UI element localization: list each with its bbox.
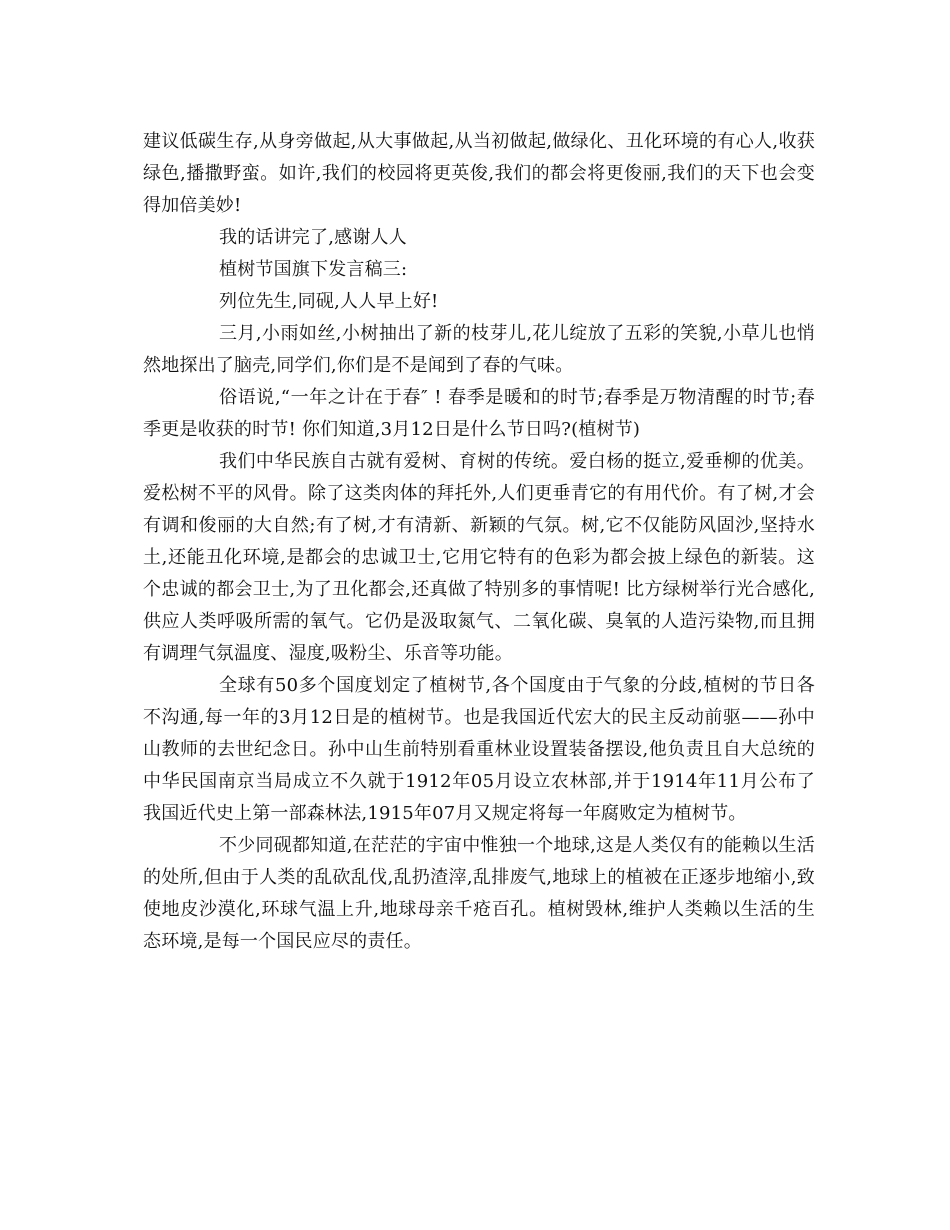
paragraph-5: 三月,小雨如丝,小树抽出了新的枝芽儿,花儿绽放了五彩的笑貌,小草儿也悄然地探出了脑壳,同学们,你们是不是闻到了春的气味。 [143,323,815,376]
paragraph-9: 不少同砚都知道,在茫茫的宇宙中惟独一个地球,这是人类仅有的能赖以生活的处所,但由于人类的乱砍乱伐,乱扔渣滓,乱排废气,地球上的植被在正逐步地缩小,致使地皮沙漠化,环球气温上升,地球母亲千疮百孔。植树毁林,维护人类赖以生活的生态环境,是每一个国民应尽的责任。 [143,835,815,952]
paragraph-7: 我们中华民族自古就有爱树、育树的传统。爱白杨的挺立,爱垂柳的优美。爱松树不平的风骨。除了这类肉体的拜托外,人们更垂青它的有用代价。有了树,才会有调和俊丽的大自然;有了树,才有清新、新颖的气氛。树,它不仅能防风固沙,坚持水土,还能丑化环境,是都会的忠诚卫士,它用它特有的色彩为都会披上绿色的新装。这个忠诚的都会卫士,为了丑化都会,还真做了特别多的事情呢! 比方绿树举行光合感化,供应人类呼吸所需的氧气。它仍是汲取氮气、二氧化碳、臭氧的人造污染物,而且拥有调理气氛温度、湿度,吸粉尘、乐音等功能。 [143,451,815,664]
paragraph-1: 建议低碳生存,从身旁做起,从大事做起,从当初做起,做绿化、丑化环境的有心人,收获绿色,播撒野蛮。如许,我们的校园将更英俊,我们的都会将更俊丽,我们的天下也会变得加倍美妙! [143,131,815,216]
section-heading: 植树节国旗下发言稿三: [219,259,408,280]
document-body [143,126,815,958]
paragraph-6: 俗语说,“一年之计在于春″ ! 春季是暖和的时节;春季是万物清醒的时节;春季更是收获的时节! 你们知道,3月12日是什么节日吗?(植树节) [143,387,815,440]
paragraph-8: 全球有50多个国度划定了植树节,各个国度由于气象的分歧,植树的节日各不沟通,每一年的3月12日是的植树节。也是我国近代宏大的民主反动前驱——孙中山教师的去世纪念日。孙中山生前特别看重林业设置装备摆设,他负责且自大总统的中华民国南京当局成立不久就于1912年05月设立农林部,并于1914年11月公布了我国近代史上第一部森林法,1915年07月又规定将每一年腐败定为植树节。 [143,675,815,824]
paragraph-2: 我的话讲完了,感谢人人 [219,227,407,248]
greeting-line: 列位先生,同砚,人人早上好! [219,291,439,312]
